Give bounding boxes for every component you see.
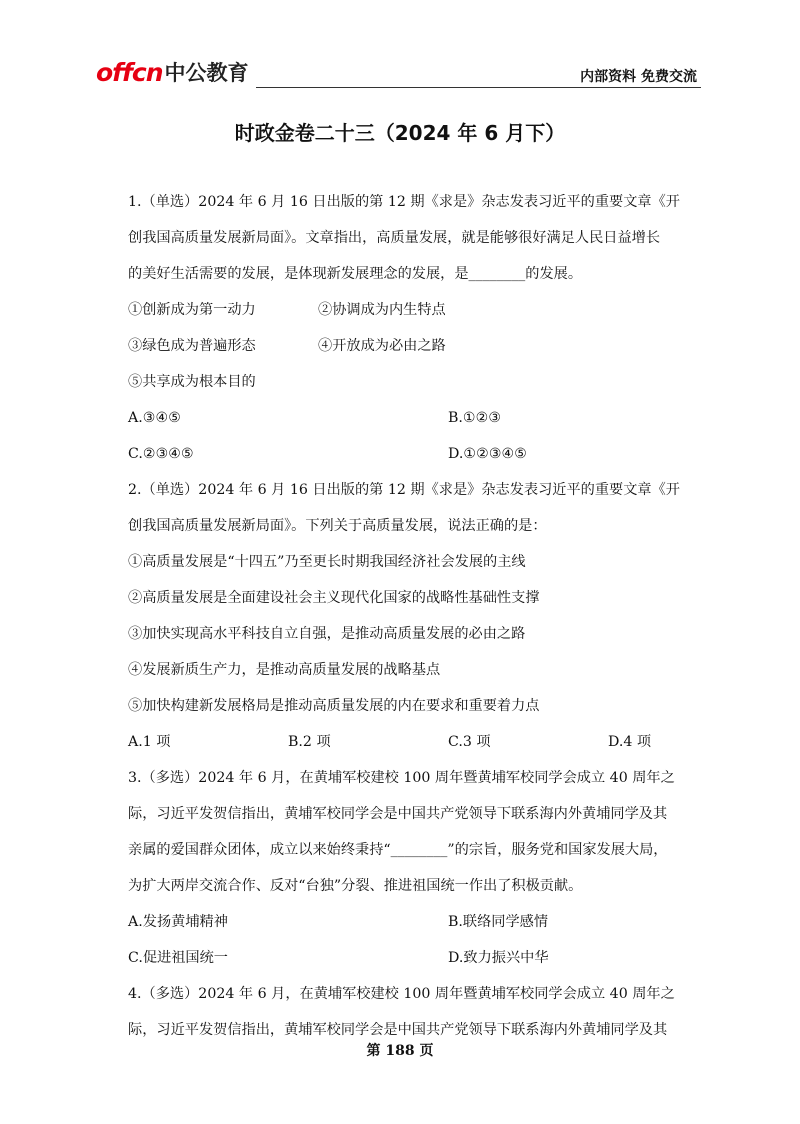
q1-option-c: C.②③④⑤ <box>128 446 194 462</box>
q2-line: 创我国高质量发展新局面》。下列关于高质量发展，说法正确的是： <box>128 518 547 534</box>
q3-line: 为扩大两岸交流合作、反对“台独”分裂、推进祖国统一作出了积极贡献。 <box>128 878 583 894</box>
logo-english: offcn <box>96 58 163 87</box>
q2-options-row <box>128 724 704 760</box>
document-body <box>128 184 704 1048</box>
q2-option-d: D.4 项 <box>608 734 652 750</box>
page-title: 时政金卷二十三（2024 年 6 月下） <box>234 121 566 145</box>
q2-option-b: B.2 项 <box>288 734 331 750</box>
logo-chinese: 中公教育 <box>164 61 249 85</box>
q3-option-a: A.发扬黄埔精神 <box>128 914 228 930</box>
q1-line: 1.（单选）2024 年 6 月 16 日出版的第 12 期《求是》杂志发表习近平的重要文章《开 <box>128 194 680 210</box>
q3-option-c: C.促进祖国统一 <box>128 950 228 966</box>
q1-items-row <box>128 328 704 364</box>
q3-option-b: B.联络同学感情 <box>448 914 549 930</box>
page-header <box>96 58 701 90</box>
q3-line: 际，习近平发贺信指出，黄埔军校同学会是中国共产党领导下联系海内外黄埔同学及其 <box>128 806 668 822</box>
q1-items-row <box>128 292 704 328</box>
q2-item: ⑤加快构建新发展格局是推动高质量发展的内在要求和重要着力点 <box>128 698 540 714</box>
q1-item: ⑤共享成为根本目的 <box>128 374 256 390</box>
header-rule <box>256 87 701 88</box>
q4-line: 际，习近平发贺信指出，黄埔军校同学会是中国共产党领导下联系海内外黄埔同学及其 <box>128 1022 668 1038</box>
q1-item: ③绿色成为普遍形态 <box>128 338 256 354</box>
q3-line: 3.（多选）2024 年 6 月，在黄埔军校建校 100 周年暨黄埔军校同学会成立 40 周年之 <box>128 770 675 786</box>
q1-line: 的美好生活需要的发展，是体现新发展理念的发展，是________的发展。 <box>128 266 583 282</box>
q1-items-row <box>128 364 704 400</box>
q1-item: ④开放成为必由之路 <box>318 338 446 354</box>
page-number: 第 188 页 <box>366 1043 434 1059</box>
q2-option-c: C.3 项 <box>448 734 491 750</box>
q1-options-row <box>128 436 704 472</box>
q2-line: 2.（单选）2024 年 6 月 16 日出版的第 12 期《求是》杂志发表习近平的重要文章《开 <box>128 482 680 498</box>
q4-line: 4.（多选）2024 年 6 月，在黄埔军校建校 100 周年暨黄埔军校同学会成立 40 周年之 <box>128 986 675 1002</box>
q2-item: ④发展新质生产力，是推动高质量发展的战略基点 <box>128 662 441 678</box>
q2-item: ③加快实现高水平科技自立自强，是推动高质量发展的必由之路 <box>128 626 526 642</box>
q3-option-d: D.致力振兴中华 <box>448 950 549 966</box>
q1-item: ①创新成为第一动力 <box>128 302 256 318</box>
q1-option-d: D.①②③④⑤ <box>448 446 527 462</box>
q3-options-row <box>128 904 704 940</box>
q2-option-a: A.1 项 <box>128 734 171 750</box>
q1-option-a: A.③④⑤ <box>128 410 181 426</box>
q3-line: 亲属的爱国群众团体，成立以来始终秉持“________”的宗旨，服务党和国家发展大局， <box>128 842 668 858</box>
q1-item: ②协调成为内生特点 <box>318 302 446 318</box>
offcn-logo <box>96 58 249 88</box>
q1-line: 创我国高质量发展新局面》。文章指出，高质量发展，就是能够很好满足人民日益增长 <box>128 230 661 246</box>
q1-options-row <box>128 400 704 436</box>
q3-options-row <box>128 940 704 976</box>
q2-item: ①高质量发展是“十四五”乃至更长时期我国经济社会发展的主线 <box>128 554 526 570</box>
q1-option-b: B.①②③ <box>448 410 502 426</box>
header-note: 内部资料 免费交流 <box>580 69 697 85</box>
q2-item: ②高质量发展是全面建设社会主义现代化国家的战略性基础性支撑 <box>128 590 540 606</box>
